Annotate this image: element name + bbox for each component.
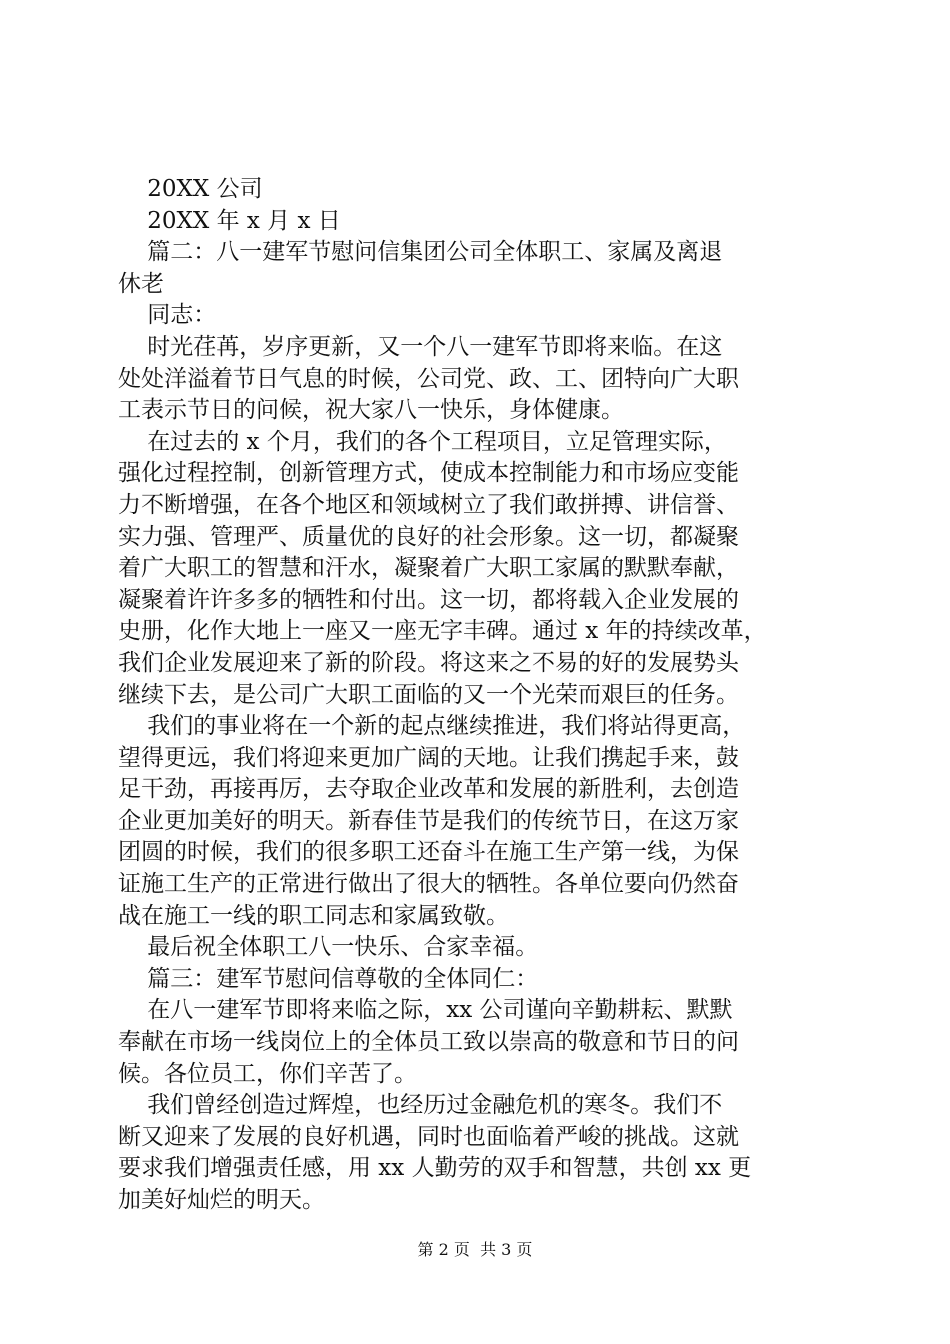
- text-line: 着广大职工的智慧和汗水，凝聚着广大职工家属的默默奉献，: [118, 555, 739, 582]
- text-line: 企业更加美好的明天。新春佳节是我们的传统节日，在这万家: [118, 807, 739, 834]
- text-line: 同志：: [118, 302, 217, 329]
- text-line: 证施工生产的正常进行做出了很大的牺牲。各单位要向仍然奋: [118, 871, 739, 898]
- text-line: 要求我们增强责任感，用 xx 人勤劳的双手和智慧，共创 xx 更: [118, 1155, 752, 1182]
- text-line: 20XX 年 x 月 x 日: [118, 207, 341, 234]
- document-body: [118, 174, 838, 1217]
- text-line: 凝聚着许许多多的牺牲和付出。这一切，都将载入企业发展的: [118, 586, 739, 613]
- section-heading: 篇二：八一建军节慰问信集团公司全体职工、家属及离退: [118, 239, 723, 266]
- text-line: 强化过程控制，创新管理方式，使成本控制能力和市场应变能: [118, 460, 739, 487]
- text-line: 处处洋溢着节日气息的时候，公司党、政、工、团特向广大职: [118, 365, 739, 392]
- section-heading: 篇三：建军节慰问信尊敬的全体同仁：: [118, 965, 539, 992]
- text-line: 奉献在市场一线岗位上的全体员工致以崇高的敬意和节日的问: [118, 1029, 739, 1056]
- text-line: 史册，化作大地上一座又一座无字丰碑。通过 x 年的持续改革，: [118, 618, 767, 645]
- text-line: 最后祝全体职工八一快乐、合家幸福。: [118, 934, 539, 961]
- page-number-footer: 第 2 页 共 3 页: [417, 1240, 533, 1259]
- text-line: 在八一建军节即将来临之际，xx 公司谨向辛勤耕耘、默默: [118, 997, 733, 1024]
- text-line: 望得更远，我们将迎来更加广阔的天地。让我们携起手来，鼓: [118, 744, 739, 771]
- text-line: 实力强、管理严、质量优的良好的社会形象。这一切，都凝聚: [118, 523, 739, 550]
- text-line: 我们的事业将在一个新的起点继续推进，我们将站得更高，: [118, 713, 746, 740]
- text-line: 候。各位员工，你们辛苦了。: [118, 1060, 417, 1087]
- text-line: 继续下去，是公司广大职工面临的又一个光荣而艰巨的任务。: [118, 681, 739, 708]
- text-line: 力不断增强，在各个地区和领域树立了我们敢拼搏、讲信誉、: [118, 491, 739, 518]
- text-line: 断又迎来了发展的良好机遇，同时也面临着严峻的挑战。这就: [118, 1123, 739, 1150]
- text-line: 足干劲，再接再厉，去夺取企业改革和发展的新胜利，去创造: [118, 776, 739, 803]
- text-line: 工表示节日的问候，祝大家八一快乐，身体健康。: [118, 397, 624, 424]
- text-line: 休老: [118, 270, 164, 297]
- text-line: 战在施工一线的职工同志和家属致敬。: [118, 902, 509, 929]
- text-line: 时光荏苒，岁序更新，又一个八一建军节即将来临。在这: [118, 333, 723, 360]
- text-line: 在过去的 x 个月，我们的各个工程项目，立足管理实际，: [118, 428, 727, 455]
- text-line: 我们企业发展迎来了新的阶段。将这来之不易的好的发展势头: [118, 649, 739, 676]
- text-line: 团圆的时候，我们的很多职工还奋斗在施工生产第一线，为保: [118, 839, 739, 866]
- text-line: 加美好灿烂的明天。: [118, 1187, 325, 1213]
- text-line: 20XX 公司: [118, 176, 263, 202]
- text-line: 我们曾经创造过辉煌，也经历过金融危机的寒冬。我们不: [118, 1092, 723, 1119]
